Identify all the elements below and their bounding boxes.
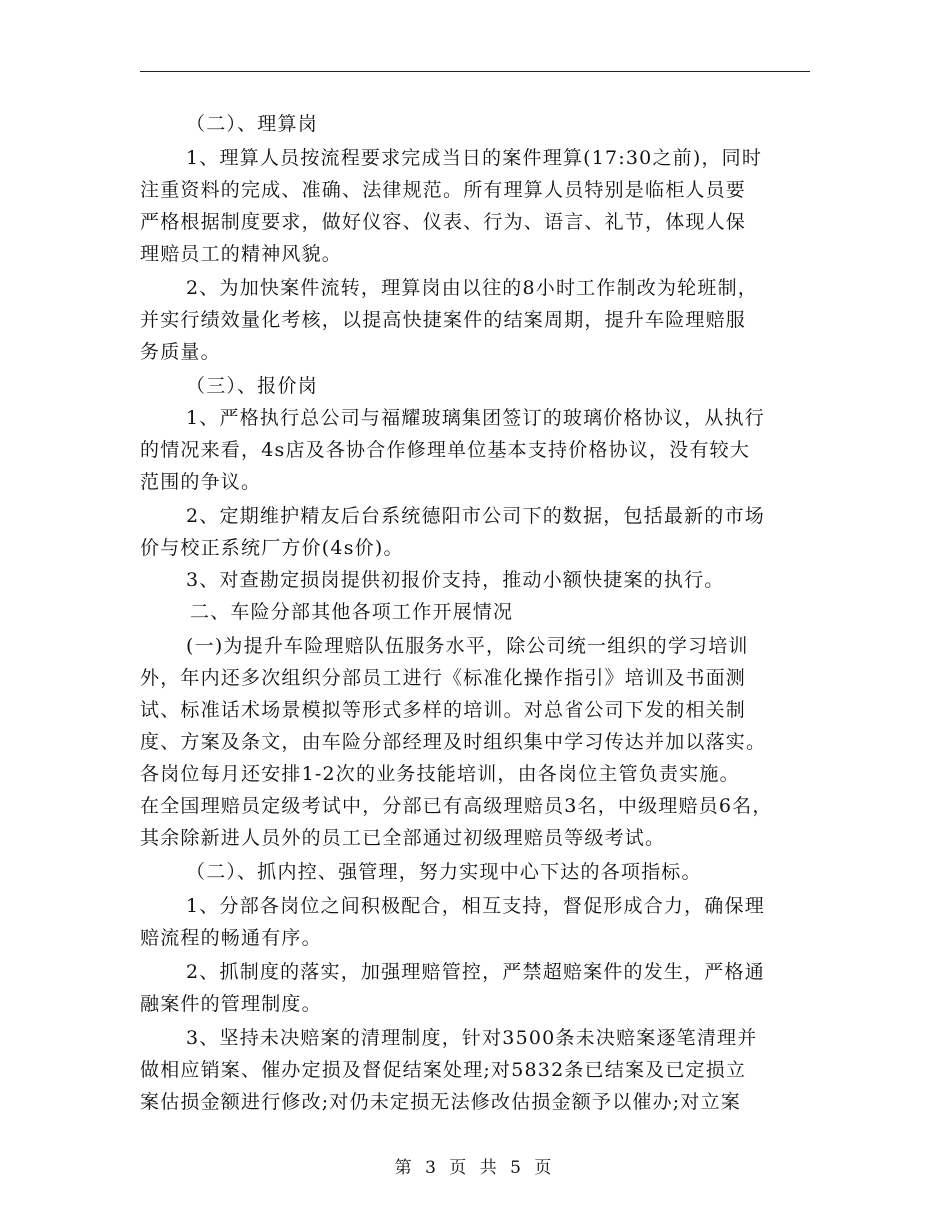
paragraph-line: 案估损金额进行修改;对仍未定损无法修改估损金额予以催办;对立案 [140, 1091, 742, 1113]
paragraph-line: 1、严格执行总公司与福耀玻璃集团签订的玻璃价格协议，从执行 [186, 407, 765, 429]
paragraph-line: 2、为加快案件流转，理算岗由以往的8小时工作制改为轮班制， [186, 277, 758, 299]
paragraph-line: 1、分部各岗位之间积极配合，相互支持，督促形成合力，确保理 [186, 895, 765, 917]
paragraph-line: 3、对查勘定损岗提供初报价支持，推动小额快捷案的执行。 [186, 569, 725, 591]
paragraph-line: 注重资料的完成、准确、法律规范。所有理算人员特别是临柜人员要 [140, 179, 747, 201]
section-heading: （三）、报价岗 [186, 375, 318, 397]
paragraph-line: 试、标准话术场景模拟等形式多样的培训。对总省公司下发的相关制 [140, 699, 747, 721]
paragraph-line: 在全国理赔员定级考试中，分部已有高级理赔员3名，中级理赔员6名， [140, 795, 773, 817]
paragraph-line: 各岗位每月还安排1-2次的业务技能培训，由各岗位主管负责实施。 [140, 763, 740, 785]
paragraph-line: 理赔员工的精神风貌。 [140, 243, 343, 265]
page-number-footer: 第 3 页 共 5 页 [394, 1158, 556, 1178]
paragraph-line: 其余除新进人员外的员工已全部通过初级理赔员等级考试。 [140, 827, 666, 849]
paragraph-line: 2、定期维护精友后台系统德阳市公司下的数据，包括最新的市场 [186, 505, 765, 527]
paragraph-line: 价与校正系统厂方价(4s价)。 [140, 537, 404, 559]
paragraph-line: 范围的争议。 [140, 471, 262, 493]
paragraph-line: 并实行绩效量化考核，以提高快捷案件的结案周期，提升车险理赔服 [140, 309, 747, 331]
paragraph-line: 务质量。 [140, 341, 221, 363]
paragraph-line: 外，年内还多次组织分部员工进行《标准化操作指引》培训及书面测 [140, 667, 747, 689]
paragraph-line: 的情况来看，4s店及各协合作修理单位基本支持价格协议，没有较大 [140, 439, 751, 461]
paragraph-line: 2、抓制度的落实，加强理赔管控，严禁超赔案件的发生，严格通 [186, 961, 765, 983]
section-heading: （二）、抓内控、强管理，努力实现中心下达的各项指标。 [186, 861, 702, 883]
paragraph-line: 做相应销案、催办定损及督促结案处理;对5832条已结案及已定损立 [140, 1059, 747, 1081]
paragraph-line: (一)为提升车险理赔队伍服务水平，除公司统一组织的学习培训 [186, 635, 749, 657]
section-heading: 二、车险分部其他各项工作开展情况 [190, 601, 514, 623]
paragraph-line: 3、坚持未决赔案的清理制度，针对3500条未决赔案逐笔清理并 [186, 1027, 758, 1049]
paragraph-line: 1、理算人员按流程要求完成当日的案件理算(17:30之前)，同时 [186, 147, 763, 169]
paragraph-line: 度、方案及条文，由车险分部经理及时组织集中学习传达并加以落实。 [140, 731, 767, 753]
paragraph-line: 融案件的管理制度。 [140, 993, 322, 1015]
paragraph-line: 严格根据制度要求，做好仪容、仪表、行为、语言、礼节，体现人保 [140, 211, 747, 233]
section-heading: （二）、理算岗 [186, 113, 318, 135]
paragraph-line: 赔流程的畅通有序。 [140, 927, 322, 949]
